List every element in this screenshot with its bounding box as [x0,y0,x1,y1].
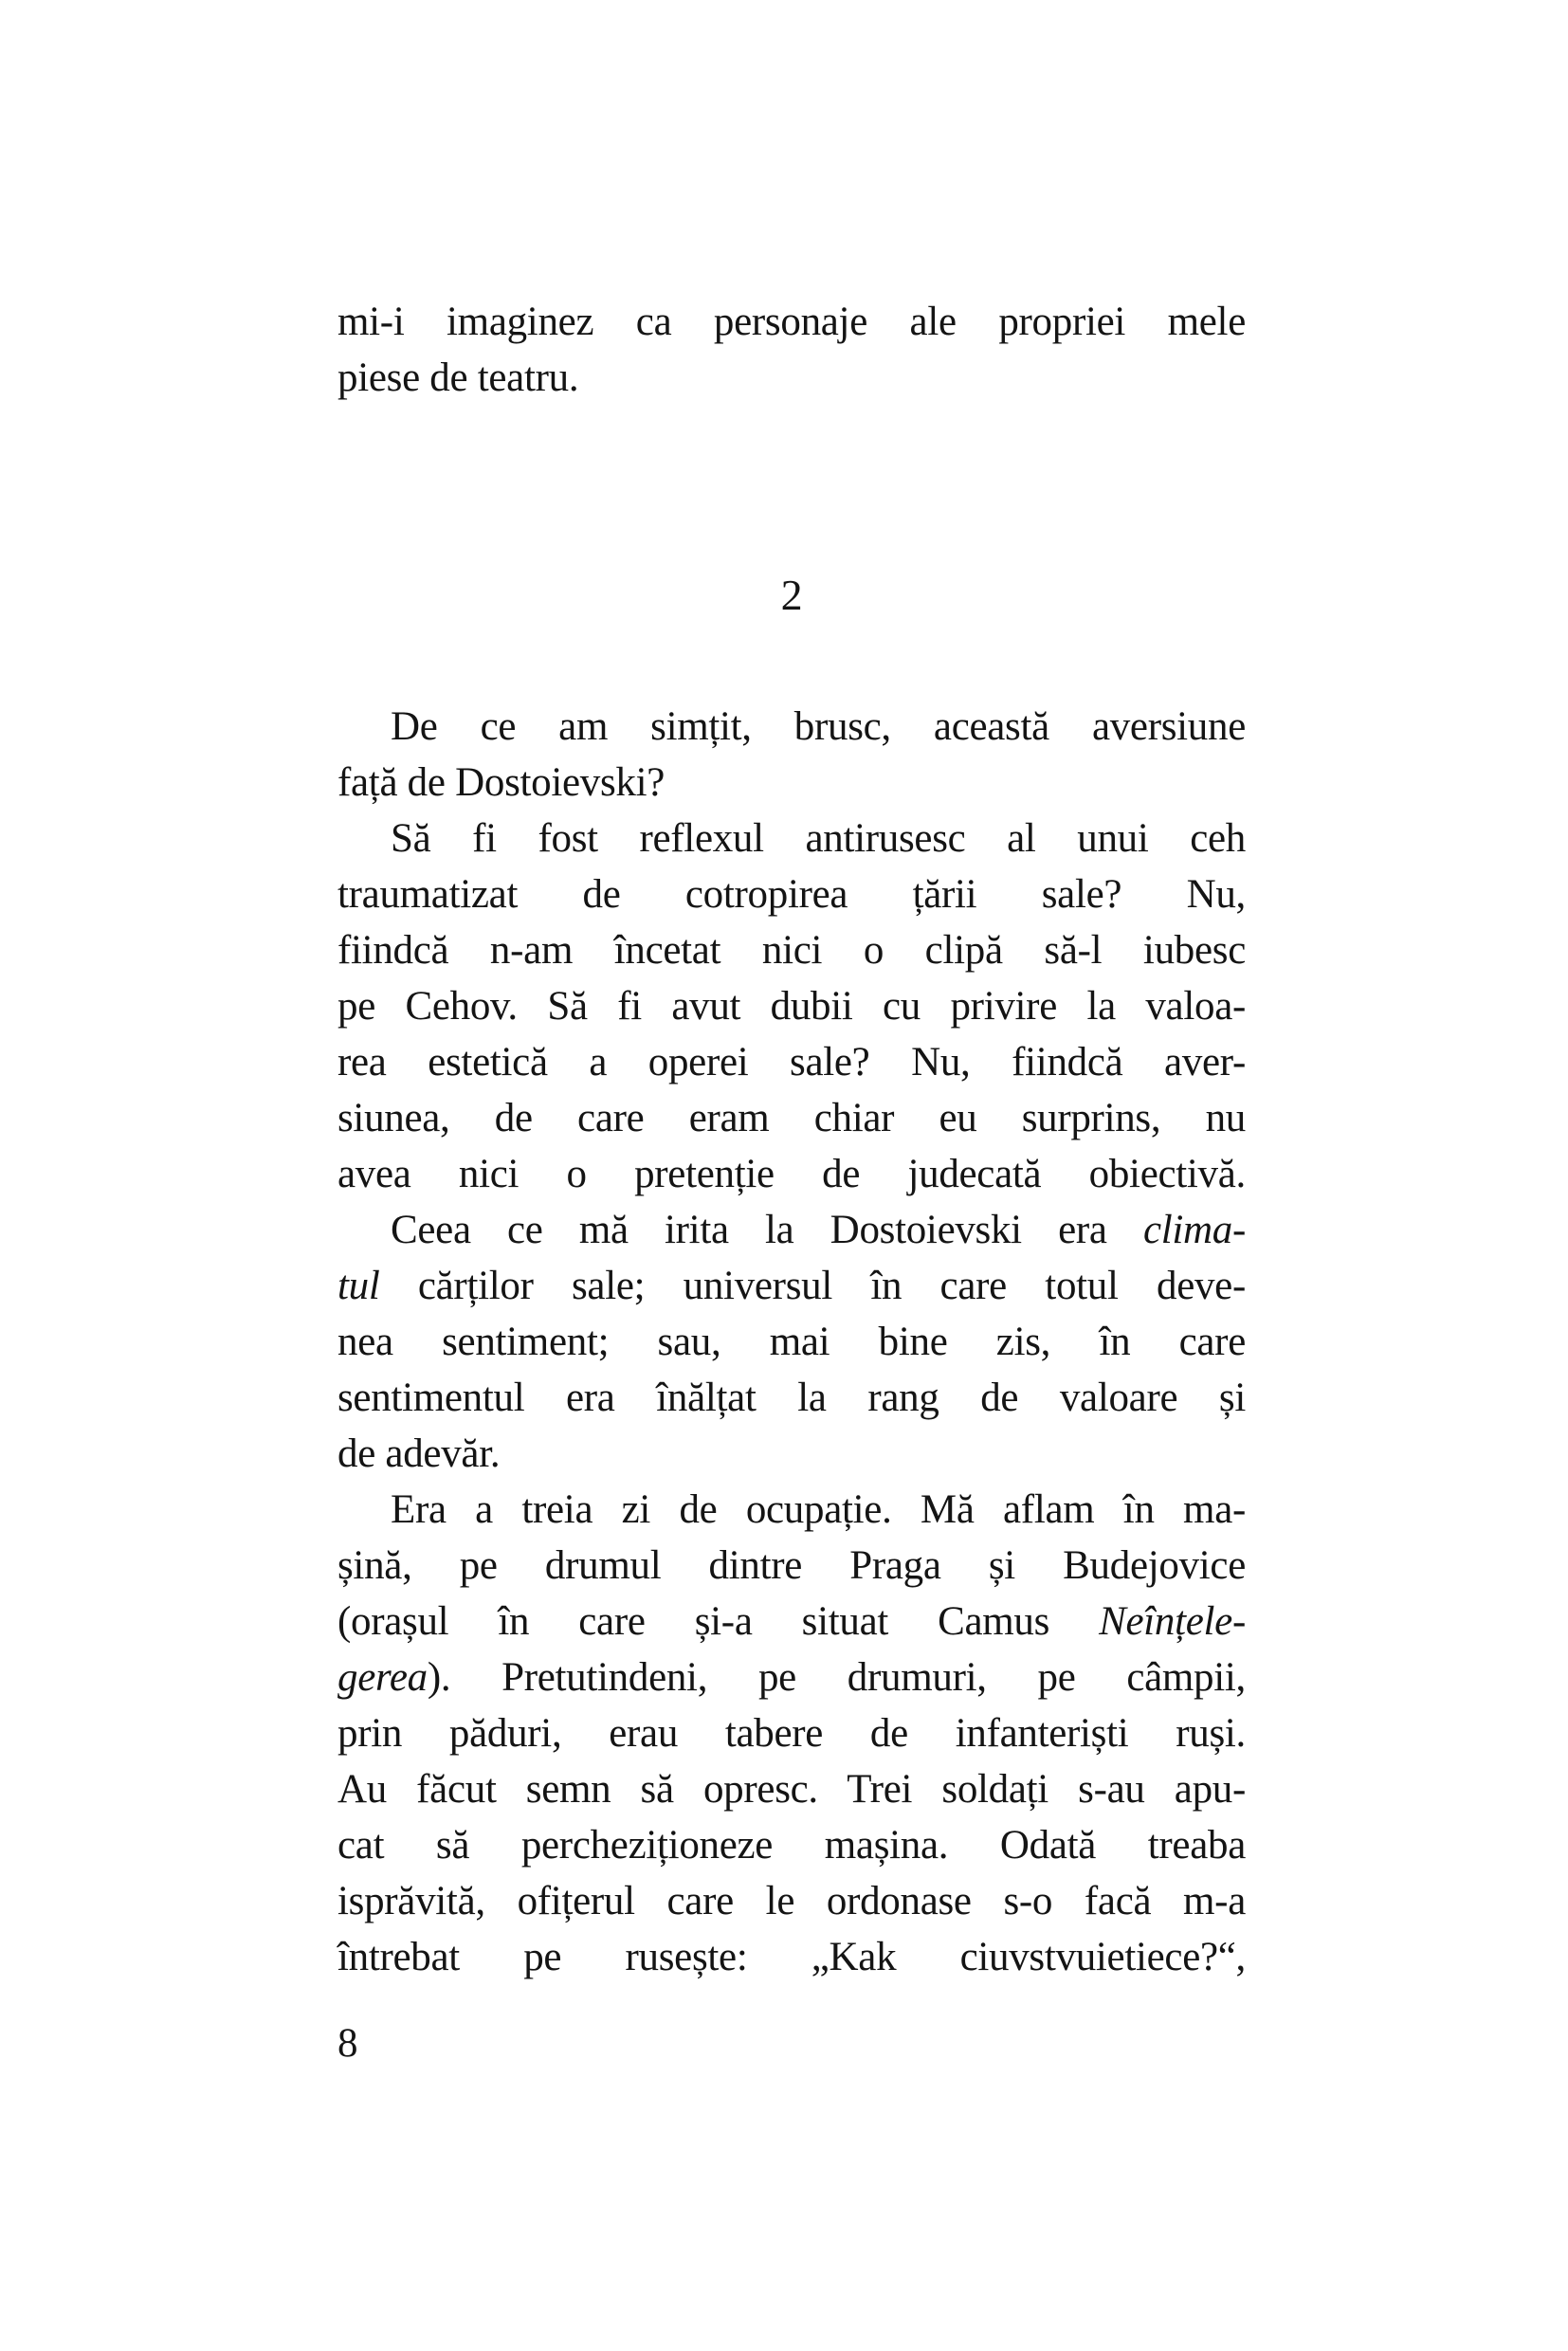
text-segment: rea estetică a operei sale? Nu, fiindcă aver- [337,1040,1246,1084]
text-line [337,1538,1246,1594]
text-line [337,1705,1246,1761]
text-segment: (orașul în care și-a situat Camus [337,1599,1100,1644]
page-number: 8 [337,2021,358,2066]
text-line [337,350,1246,406]
paragraph [337,699,1246,811]
text-segment: șină, pe drumul dintre Praga și Budejovice [337,1543,1246,1588]
text-line [337,866,1246,922]
text-line [337,755,1246,811]
text-line [337,1258,1246,1314]
text-line [337,1146,1246,1202]
text-segment: avea nici o pretenție de judecată obiectivă. [337,1152,1246,1196]
text-segment: nea sentiment; sau, mai bine zis, în care [337,1320,1246,1364]
text-line [337,1314,1246,1370]
text-line [337,811,1246,866]
paragraph [337,1202,1246,1482]
italic-text: tul [337,1264,380,1308]
text-segment: Au făcut semn să opresc. Trei soldați s-au apu- [337,1767,1246,1812]
text-line [337,978,1246,1034]
text-segment: isprăvită, ofițerul care le ordonase s-o facă m-a [337,1879,1246,1923]
italic-text: Neînțele- [1099,1599,1246,1644]
text-segment: siunea, de care eram chiar eu surprins, nu [337,1096,1246,1140]
text-segment: Să fi fost reflexul antirusesc al unui ceh [391,816,1246,861]
text-line [337,1929,1246,1985]
text-segment: cărților sale; universul în care totul deve- [379,1264,1246,1308]
text-line [337,1873,1246,1929]
text-segment: sentimentul era înălțat la rang de valoare și [337,1376,1246,1420]
text-line [337,1761,1246,1817]
italic-text: gerea [337,1655,428,1700]
text-segment: piese de teatru. [337,355,579,400]
text-segment: De ce am simțit, brusc, această aversiune [391,704,1246,749]
text-segment: mi-i imaginez ca personaje ale propriei mele [337,300,1246,344]
text-segment: Era a treia zi de ocupație. Mă aflam în ma- [391,1487,1246,1532]
text-line [337,1649,1246,1705]
page-content [337,294,1246,1985]
text-line [337,1482,1246,1538]
paragraph [337,1482,1246,1985]
text-line [337,1817,1246,1873]
text-segment: traumatizat de cotropirea țării sale? Nu, [337,872,1246,917]
text-segment: întrebat pe rusește: „Kak ciuvstvuietiece?“, [337,1935,1246,1979]
text-segment: față de Dostoievski? [337,760,665,805]
text-segment: fiindcă n-am încetat nici o clipă să-l iubesc [337,928,1246,973]
italic-text: clima- [1142,1208,1246,1252]
text-line [337,1202,1246,1258]
text-segment: pe Cehov. Să fi avut dubii cu privire la valoa- [337,984,1246,1029]
text-segment: ). Pretutindeni, pe drumuri, pe câmpii, [427,1655,1246,1700]
section-heading: 2 [780,571,803,619]
text-segment: cat să percheziționeze mașina. Odată treaba [337,1823,1246,1868]
text-segment: de adevăr. [337,1431,501,1476]
text-line [337,1370,1246,1426]
text-line [337,294,1246,350]
text-line [337,922,1246,978]
text-segment: Ceea ce mă irita la Dostoievski era [391,1208,1143,1252]
text-line [337,1594,1246,1649]
text-line [337,1090,1246,1146]
text-line [337,1426,1246,1482]
text-line [337,699,1246,755]
text-segment: prin păduri, erau tabere de infanteriști ruși. [337,1711,1246,1756]
paragraph [337,294,1246,406]
paragraph [337,811,1246,1202]
text-line [337,1034,1246,1090]
